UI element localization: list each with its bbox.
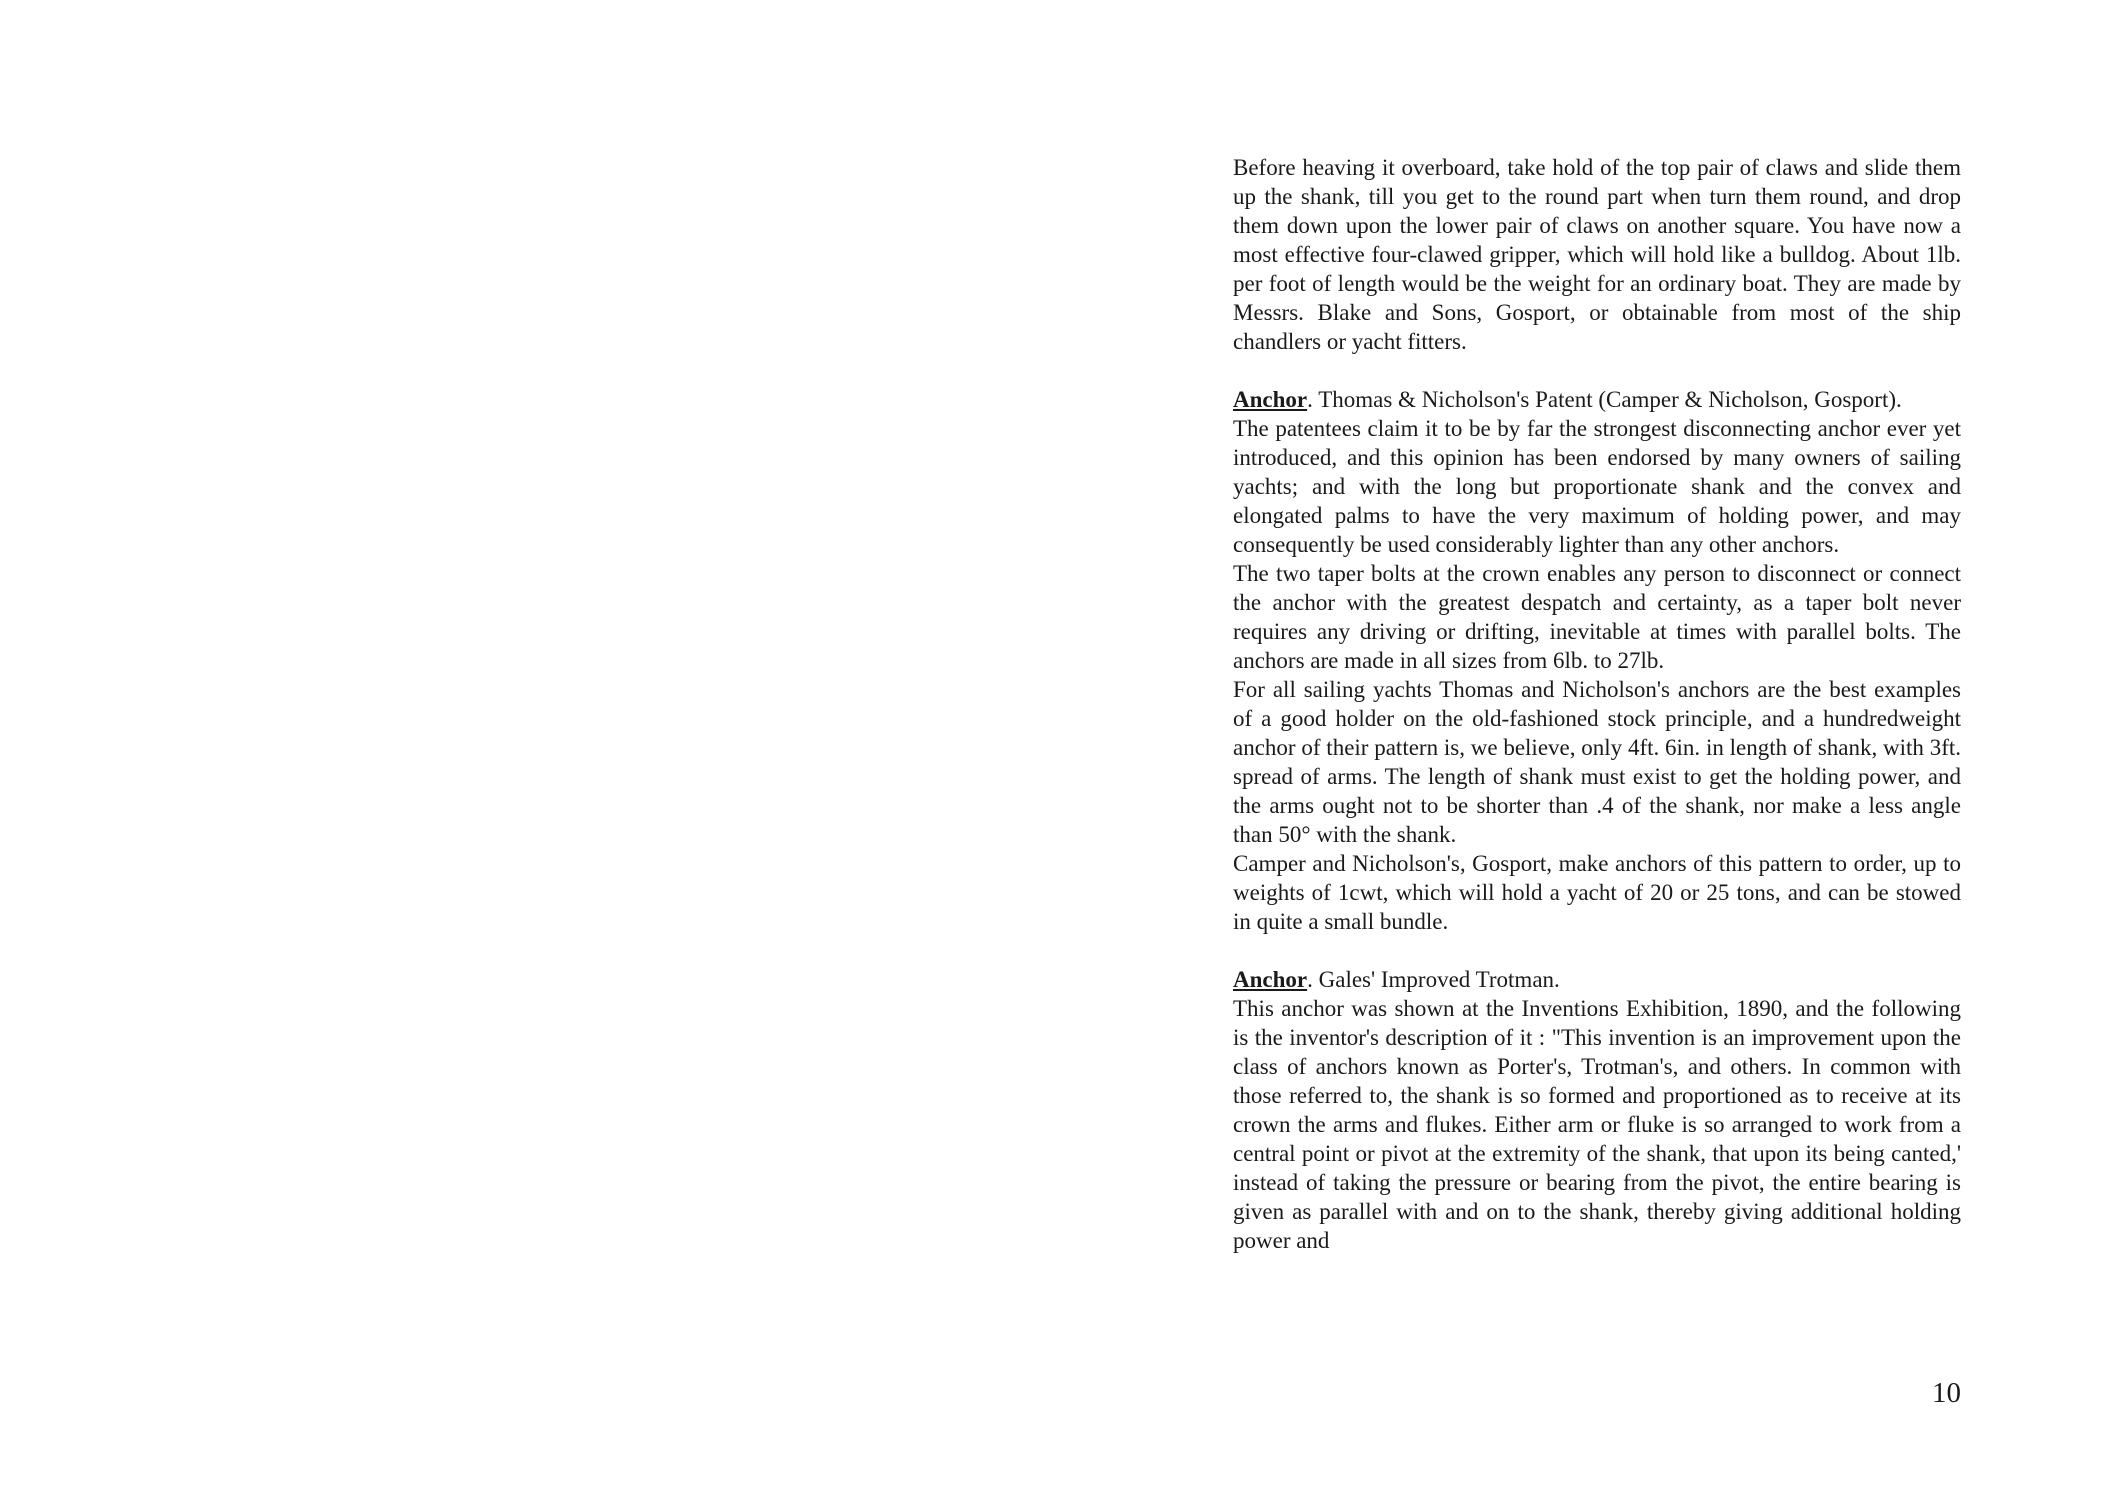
paragraph-gap [1233,936,1961,965]
body-paragraph: For all sailing yachts Thomas and Nicholson's anchors are the best examples of a good holder on the old-fashioned stock principle, and a hundredweight anchor of their pattern is, we believe, only 4ft. 6in. in length of shank, with 3ft. spread of arms. The length of shank must exist to get the holding power, and the arms ought not to be shorter than .4 of the shank, nor make a less angle than 50° with the shank. [1233,677,1961,847]
intro-paragraph: Before heaving it overboard, take hold of the top pair of claws and slide them up the shank, till you get to the round part when turn them round, and drop them down upon the lower pair of claws on another square. You have now a most effective four-clawed gripper, which will hold like a bulldog. About 1lb. per foot of length would be the weight for an ordinary boat. They are made by Messrs. Blake and Sons, Gosport, or obtainable from most of the ship chandlers or yacht fitters. [1233,155,1961,354]
section-heading: Anchor [1233,387,1308,412]
body-paragraph: The patentees claim it to be by far the strongest disconnecting anchor ever yet introduced, and this opinion has been endorsed by many owners of sailing yachts; and with the long but proportionate shank and the convex and elongated palms to have the very maximum of holding power, and may consequently be used considerably lighter than any other anchors. [1233,416,1961,557]
body-paragraph: The two taper bolts at the crown enables any person to disconnect or connect the anchor with the greatest despatch and certainty, as a taper bolt never requires any driving or drifting, inevitable at times with parallel bolts. The anchors are made in all sizes from 6lb. to 27lb. [1233,561,1961,673]
text-column [1233,153,1961,1255]
page-number: 10 [1932,1377,1961,1409]
paragraph-gap [1233,356,1961,385]
section-subtitle: . Thomas & Nicholson's Patent (Camper & Nicholson, Gosport). [1307,387,1902,412]
body-paragraph: This anchor was shown at the Inventions Exhibition, 1890, and the following is the inventor's description of it : "This invention is an improvement upon the class of anchors known as Porter's, Trotman's, and others. In common with those referred to, the shank is so formed and proportioned as to receive at its crown the arms and flukes. Either arm or fluke is so arranged to work from a central point or pivot at the extremity of the shank, that upon its being canted,' instead of taking the pressure or bearing from the pivot, the entire bearing is given as parallel with and on to the shank, thereby giving additional holding power and [1233,996,1961,1253]
section-title-thomas-nicholson [1233,385,1961,414]
section-title-gales-trotman [1233,965,1961,994]
body-paragraph: Camper and Nicholson's, Gosport, make anchors of this pattern to order, up to weights of 1cwt, which will hold a yacht of 20 or 25 tons, and can be stowed in quite a small bundle. [1233,851,1961,934]
section-heading: Anchor [1233,967,1308,992]
section-subtitle: . Gales' Improved Trotman. [1307,967,1560,992]
